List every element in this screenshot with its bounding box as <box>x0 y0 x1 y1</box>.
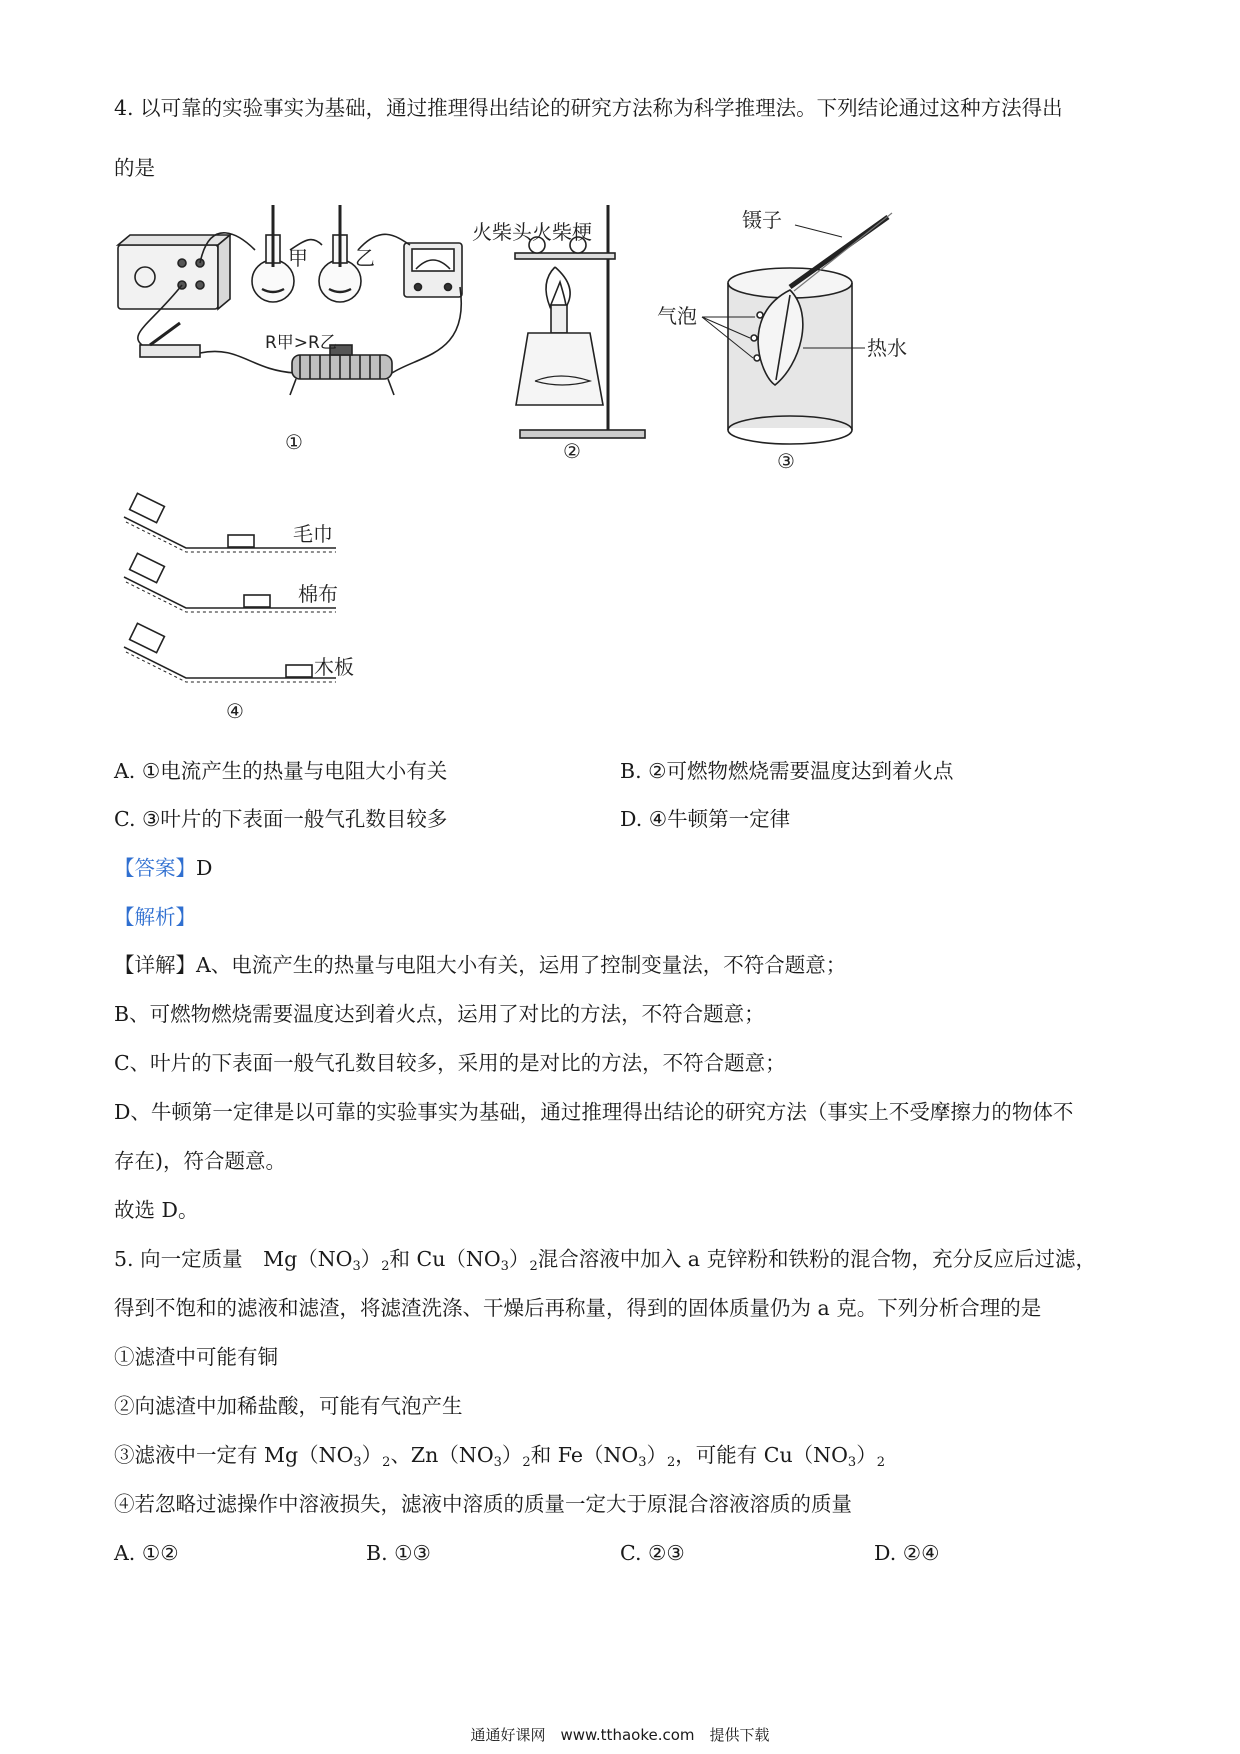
detail-line-5: 存在)，符合题意。 <box>114 1149 286 1173</box>
q4-stem-line1: 4. 以可靠的实验事实为基础，通过推理得出结论的研究方法称为科学推理法。下列结论通过这种方法得出 <box>114 96 1063 120</box>
fig4-towel-label: 毛巾 <box>293 522 333 546</box>
conclusion: 故选 D。 <box>114 1198 199 1222</box>
q4-option-b: B. ②可燃物燃烧需要温度达到着火点 <box>620 759 954 783</box>
detail-line-4: D、牛顿第一定律是以可靠的实验事实为基础，通过推理得出结论的研究方法（事实上不受摩擦力的物体不 <box>114 1100 1074 1124</box>
fig2-label: 火柴头火柴梗 <box>472 220 592 244</box>
analysis-tag: 【解析】 <box>114 905 196 929</box>
fig1-resist-label: R甲>R乙 <box>265 333 337 353</box>
fig3-tweezers-label: 镊子 <box>742 208 782 232</box>
detail-line-2: B、可燃物燃烧需要温度达到着火点，运用了对比的方法，不符合题意； <box>114 1002 765 1026</box>
q4-option-a: A. ①电流产生的热量与电阻大小有关 <box>114 759 448 783</box>
q5-item-3: ③滤液中一定有 $Mg(NO_3)_2$、$Zn(NO_3)_2$和 $Fe(NO_3)_2$，可能有 $Cu(NO_3)_2$ <box>114 1443 885 1470</box>
q4-option-c: C. ③叶片的下表面一般气孔数目较多 <box>114 807 448 831</box>
fig3-hotwater-label: 热水 <box>867 336 907 360</box>
fig2-number: ② <box>563 439 581 463</box>
q5-item-4: ④若忽略过滤操作中溶液损失，滤液中溶质的质量一定大于原混合溶液溶质的质量 <box>114 1492 852 1516</box>
q4-stem-line2: 的是 <box>114 156 155 180</box>
q5-option-d: D. ②④ <box>874 1541 940 1565</box>
q4-answer-row <box>114 855 212 881</box>
q5-stem-line2: 得到不饱和的滤液和滤渣，将滤渣洗涤、干燥后再称量，得到的固体质量仍为 a 克。下列分析合理的是 <box>114 1296 1042 1320</box>
fig4-cotton-label: 棉布 <box>298 582 338 606</box>
fig3-number: ③ <box>777 449 795 473</box>
detail-line-3: C、叶片的下表面一般气孔数目较多，采用的是对比的方法，不符合题意； <box>114 1051 786 1075</box>
q5-option-c: C. ②③ <box>620 1541 685 1565</box>
q5-stem-line1: 5. 向一定质量 $Mg(NO_3)_2$和 $Cu(NO_3)_2$混合溶液中加入 a 克锌粉和铁粉的混合物，充分反应后过滤， <box>114 1247 1096 1274</box>
fig3-bubbles-label: 气泡 <box>657 304 697 328</box>
fig1-label-yi: 乙 <box>355 246 375 270</box>
answer-tag: 【答案】 <box>114 856 196 880</box>
q5-option-b: B. ①③ <box>366 1541 431 1565</box>
fig1-label-jia: 甲 <box>288 246 308 270</box>
fig3-beaker <box>702 213 892 444</box>
fig4-number: ④ <box>226 699 244 723</box>
q4-option-d: D. ④牛顿第一定律 <box>620 807 791 831</box>
q5-item-1: ①滤渣中可能有铜 <box>114 1345 278 1369</box>
fig1-number: ① <box>285 430 303 454</box>
page-footer: 通通好课网 www.tthaoke.com 提供下载 <box>470 1726 770 1744</box>
answer-value: D <box>196 856 213 880</box>
q5-option-a: A. ①② <box>114 1541 179 1565</box>
fig4-wood-label: 木板 <box>314 655 354 679</box>
fig1-circuit <box>118 205 462 395</box>
detail-line-1: 【详解】A、电流产生的热量与电阻大小有关，运用了控制变量法，不符合题意； <box>114 953 847 977</box>
q5-item-2: ②向滤渣中加稀盐酸，可能有气泡产生 <box>114 1394 463 1418</box>
q4-figures <box>0 205 1240 725</box>
